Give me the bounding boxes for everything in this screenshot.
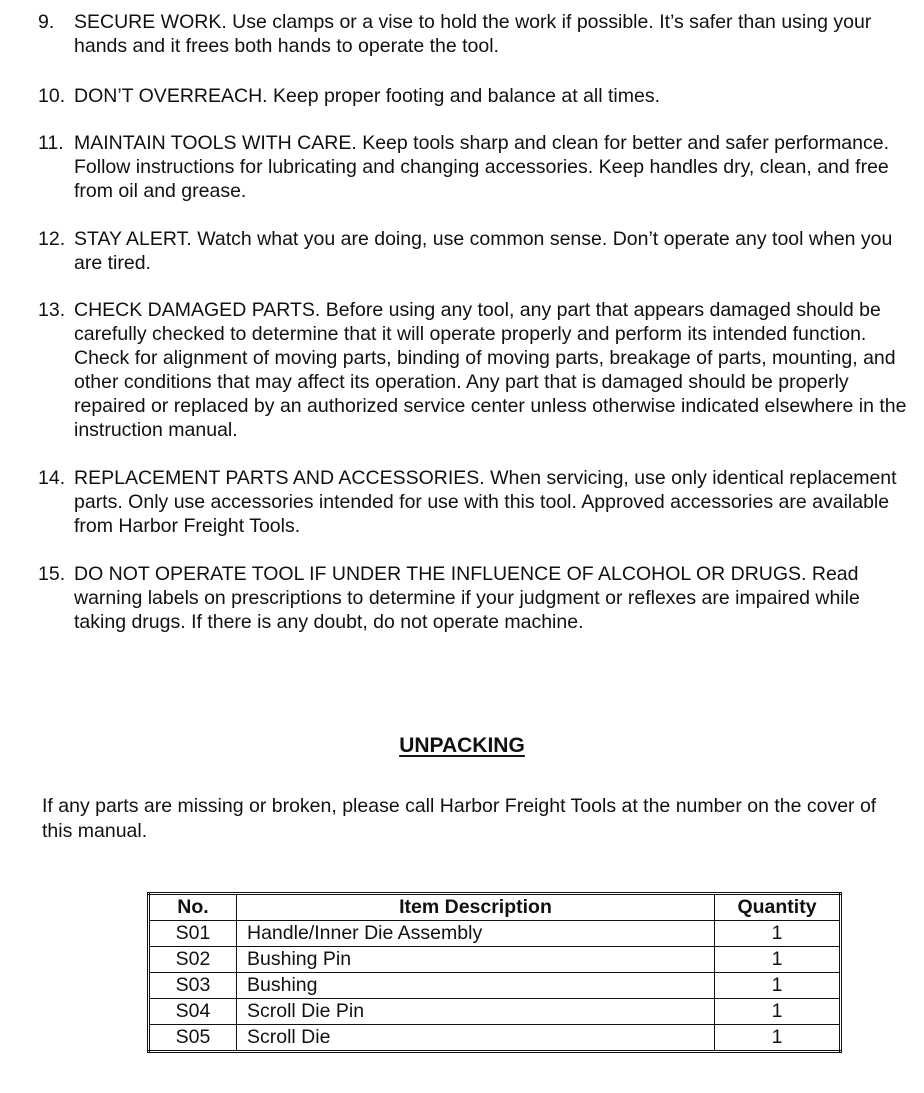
part-description: Scroll Die (237, 1025, 715, 1052)
part-quantity: 1 (715, 973, 841, 999)
rule-number: 10. (38, 85, 66, 107)
unpacking-heading-text: UNPACKING (399, 734, 525, 757)
part-description: Bushing (237, 973, 715, 999)
table-row (149, 947, 841, 973)
unpacking-intro: If any parts are missing or broken, please call Harbor Freight Tools at the number on the cover of this manual. (42, 795, 877, 842)
column-header-description: Item Description (237, 894, 715, 921)
table-row (149, 999, 841, 1025)
table-row (149, 1025, 841, 1052)
part-quantity: 1 (715, 921, 841, 947)
rule-text: DO NOT OPERATE TOOL IF UNDER THE INFLUENCE OF ALCOHOL OR DRUGS. Read warning labels on prescriptions to determine if your judgment or reflexes are impaired while taking drugs. If there is any doubt, do not operate machine. (74, 563, 860, 633)
rule-number: 15. (38, 563, 66, 585)
unpacking-heading (0, 734, 924, 758)
table-row (149, 973, 841, 999)
rule-text: REPLACEMENT PARTS AND ACCESSORIES. When servicing, use only identical replacement parts. Only use accessories intended for use with this tool. Approved accessories are available from Harbor Freight Tools. (74, 467, 897, 537)
part-description: Handle/Inner Die Assembly (237, 921, 715, 947)
table-row (149, 921, 841, 947)
part-quantity: 1 (715, 947, 841, 973)
rule-text: STAY ALERT. Watch what you are doing, use common sense. Don’t operate any tool when you are tired. (74, 228, 893, 274)
rule-number: 9. (38, 11, 55, 33)
part-quantity: 1 (715, 1025, 841, 1052)
rule-number: 12. (38, 228, 66, 250)
rule-text: MAINTAIN TOOLS WITH CARE. Keep tools sharp and clean for better and safer performance. Follow instructions for lubricating and changing accessories. Keep handles dry, clean, and free from oil and grease. (74, 132, 890, 202)
part-number: S04 (149, 999, 237, 1025)
part-quantity: 1 (715, 999, 841, 1025)
rule-text: SECURE WORK. Use clamps or a vise to hold the work if possible. It’s safer than using your hands and it frees both hands to operate the tool. (74, 11, 872, 57)
part-description: Bushing Pin (237, 947, 715, 973)
rule-number: 11. (38, 132, 64, 154)
rule-number: 14. (38, 467, 66, 489)
part-number: S02 (149, 947, 237, 973)
parts-table (147, 892, 842, 1053)
column-header-number: No. (149, 894, 237, 921)
rule-text: DON’T OVERREACH. Keep proper footing and balance at all times. (74, 85, 660, 107)
part-number: S01 (149, 921, 237, 947)
column-header-quantity: Quantity (715, 894, 841, 921)
part-number: S05 (149, 1025, 237, 1052)
rule-number: 13. (38, 299, 66, 321)
rule-text: CHECK DAMAGED PARTS. Before using any tool, any part that appears damaged should be carefully checked to determine that it will operate properly and perform its intended function. Check for alignment of moving parts, binding of moving parts, breakage of parts, mounting, and other conditions that may affect its operation. Any part that is damaged should be properly repaired or replaced by an authorized service center unless otherwise indicated elsewhere in the instruction manual. (74, 299, 907, 441)
table-header-row (149, 894, 841, 921)
part-description: Scroll Die Pin (237, 999, 715, 1025)
part-number: S03 (149, 973, 237, 999)
